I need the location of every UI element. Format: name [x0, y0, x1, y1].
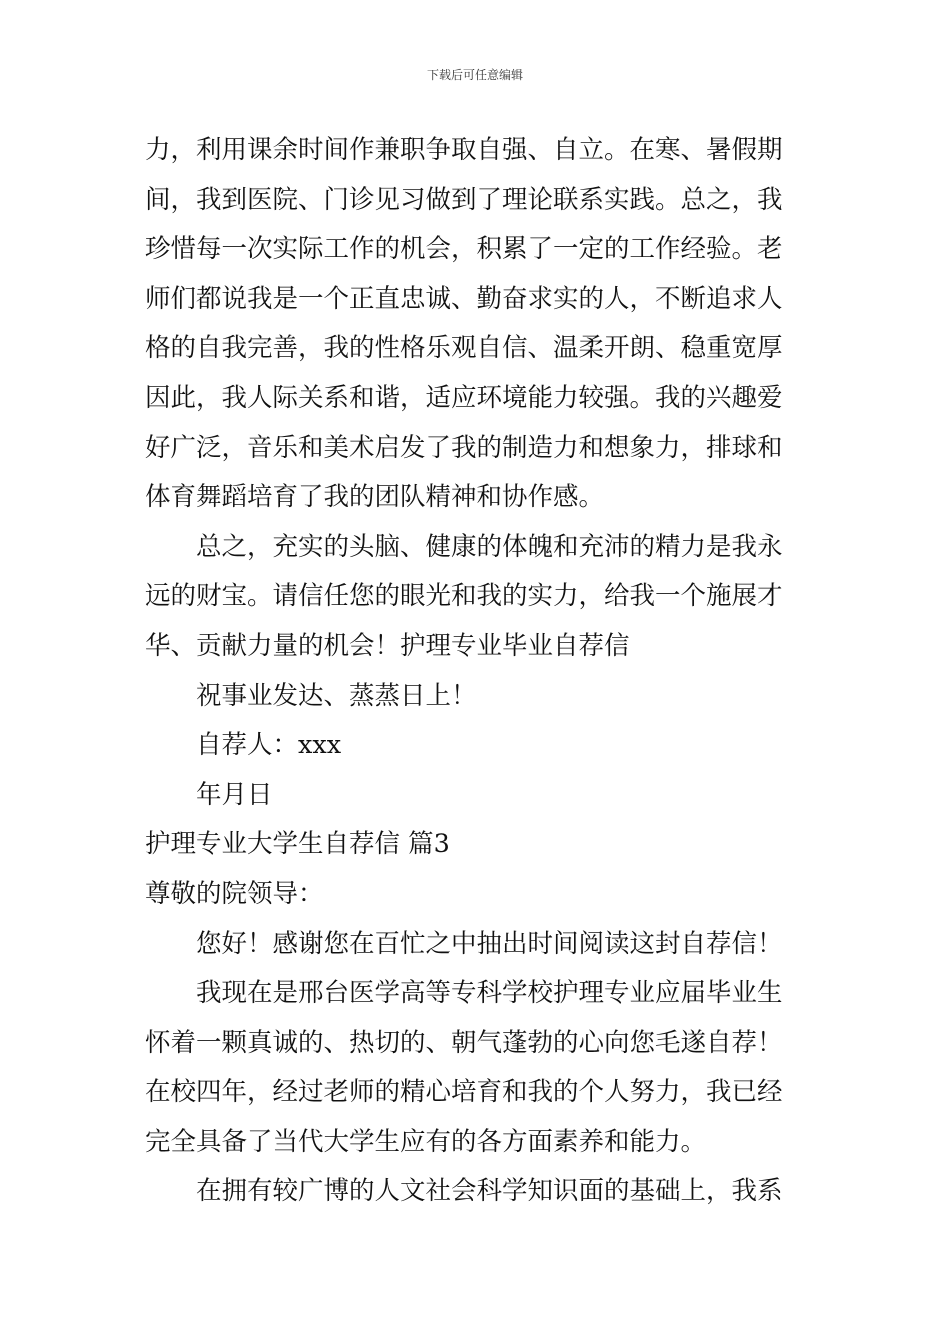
text-line: 您好！感谢您在百忙之中抽出时间阅读这封自荐信！: [196, 928, 783, 959]
text-line: 华、贡献力量的机会！护理专业毕业自荐信: [145, 630, 630, 661]
text-line: 师们都说我是一个正直忠诚、勤奋求实的人，不断追求人: [145, 283, 783, 314]
text-line: 在校四年，经过老师的精心培育和我的个人努力，我已经: [145, 1077, 783, 1108]
text-line: 珍惜每一次实际工作的机会，积累了一定的工作经验。老: [145, 234, 783, 265]
text-line: 远的财宝。请信任您的眼光和我的实力，给我一个施展才: [145, 581, 783, 612]
text-line: 年月日: [196, 779, 273, 810]
text-line: 因此，我人际关系和谐，适应环境能力较强。我的兴趣爱: [145, 382, 783, 413]
text-line: 体育舞蹈培育了我的团队精神和协作感。: [145, 482, 605, 513]
text-line: 好广泛，音乐和美术启发了我的制造力和想象力，排球和: [145, 432, 783, 463]
text-line: 祝事业发达、蒸蒸日上！: [196, 680, 477, 711]
text-line: 我现在是邢台医学高等专科学校护理专业应届毕业生: [196, 978, 783, 1009]
text-line: 力，利用课余时间作兼职争取自强、自立。在寒、暑假期: [145, 135, 783, 165]
text-line: 在拥有较广博的人文社会科学知识面的基础上，我系: [196, 1176, 783, 1207]
text-line: 自荐人：xxx: [196, 730, 342, 761]
text-line: 格的自我完善，我的性格乐观自信、温柔开朗、稳重宽厚: [145, 333, 783, 364]
page-header-note: 下载后可任意编辑: [426, 68, 523, 82]
text-line: 完全具备了当代大学生应有的各方面素养和能力。: [145, 1126, 707, 1157]
text-line: 尊敬的院领导：: [145, 878, 324, 909]
text-line: 总之，充实的头脑、健康的体魄和充沛的精力是我永: [196, 531, 783, 562]
text-line: 怀着一颗真诚的、热切的、朝气蓬勃的心向您毛遂自荐！: [145, 1027, 783, 1058]
text-line: 护理专业大学生自荐信 篇3: [145, 829, 450, 860]
document-body: [145, 126, 815, 1217]
text-line: 间，我到医院、门诊见习做到了理论联系实践。总之，我: [145, 184, 783, 215]
